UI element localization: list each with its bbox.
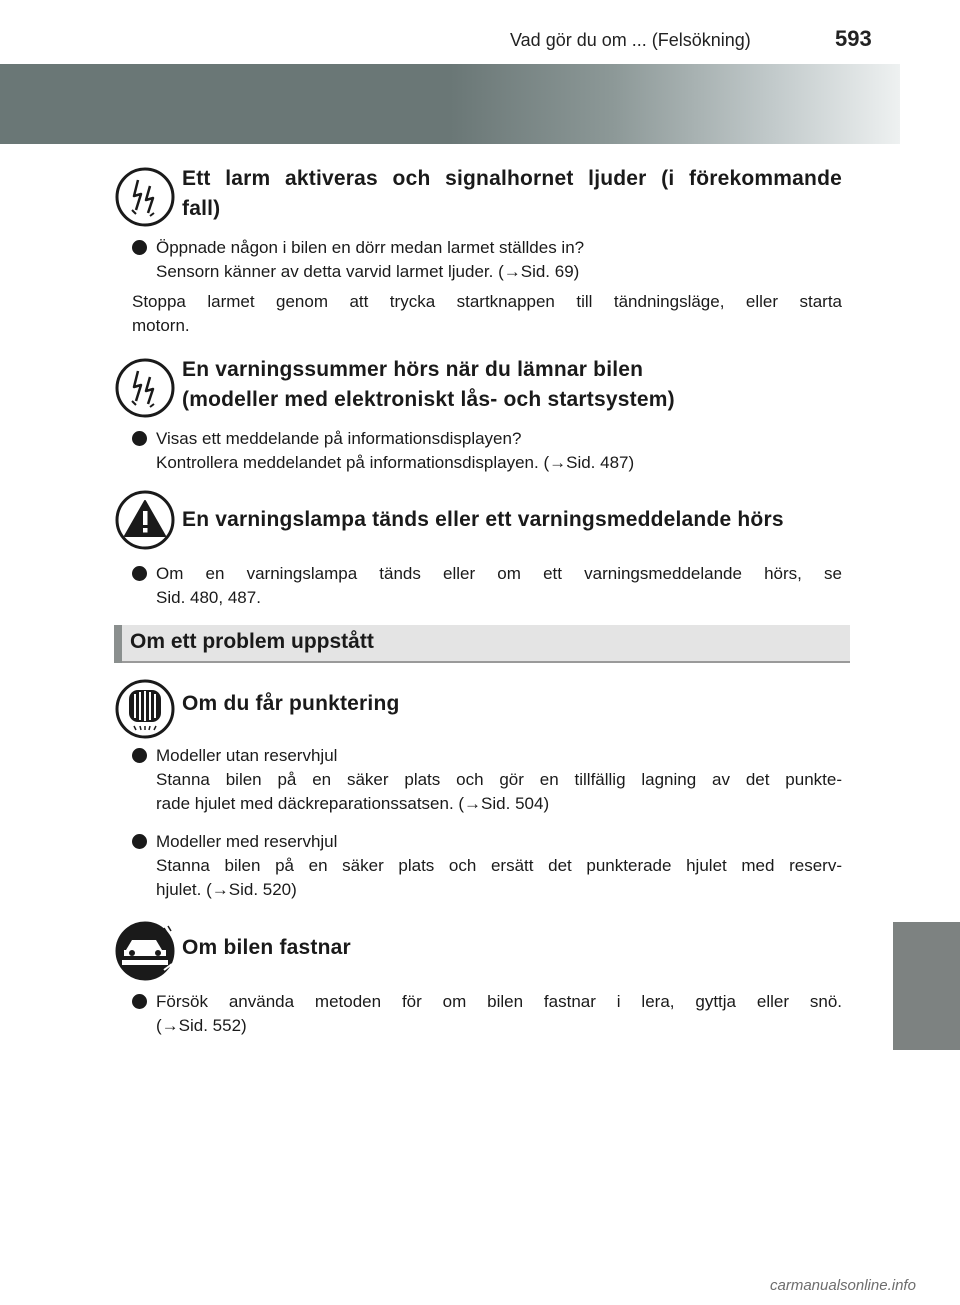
watermark: carmanualsonline.info	[770, 1277, 916, 1294]
buzzer-heading: En varningssummer hörs när du lämnar bilen (modeller med elektroniskt lås- och startsystem)	[182, 358, 675, 411]
alarm-icon	[114, 357, 176, 419]
warning-light-heading: En varningslampa tänds eller ett varningsmeddelande hörs	[182, 508, 784, 531]
bullet-dot	[132, 994, 147, 1009]
bullet-dot	[132, 240, 147, 255]
flat-tire-bullet-no-spare: Modeller utan reservhjul Stanna bilen på en säker plats och gör en tillfällig lagning av det punkte- rade hjulet med däckreparationssatsen. (→Sid. 504)	[132, 744, 842, 816]
warning-triangle-icon	[114, 489, 176, 551]
bullet-dot	[132, 566, 147, 581]
bullet-dot	[132, 431, 147, 446]
header-band	[0, 64, 900, 144]
flat-tire-bullet-spare: Modeller med reservhjul Stanna bilen på en säker plats och ersätt det punkterade hjulet med reserv- hjulet. (→Sid. 520)	[132, 830, 842, 902]
section-bar-title: Om ett problem uppstått	[130, 630, 374, 653]
buzzer-bullet: Visas ett meddelande på informationsdisplayen? Kontrollera meddelandet på informationsdisplayen. (→Sid. 487)	[132, 427, 842, 475]
running-header-title: Vad gör du om ... (Felsökning)	[510, 30, 751, 50]
page-number: 593	[835, 26, 872, 51]
chapter-tab	[893, 922, 960, 1050]
stuck-car-icon	[114, 920, 176, 982]
bullet-dot	[132, 834, 147, 849]
bullet-dot	[132, 748, 147, 763]
flat-tire-icon	[114, 678, 176, 740]
alarm-heading: Ett larm aktiveras och signalhornet ljuder (i förekommande fall)	[182, 167, 842, 220]
stuck-heading: Om bilen fastnar	[182, 936, 351, 959]
section-bar	[114, 625, 850, 663]
warning-light-bullet: Om en varningslampa tänds eller om ett varningsmeddelande hörs, se Sid. 480, 487.	[132, 562, 842, 610]
alarm-bullet: Öppnade någon i bilen en dörr medan larmet ställdes in? Sensorn känner av detta varvid larmet ljuder. (→Sid. 69)	[132, 236, 842, 284]
alarm-icon	[114, 166, 176, 228]
section-bar-accent	[114, 625, 122, 663]
stuck-bullet: Försök använda metoden för om bilen fastnar i lera, gyttja eller snö. (→Sid. 552)	[132, 990, 842, 1038]
flat-tire-heading: Om du får punktering	[182, 692, 400, 715]
alarm-paragraph: Stoppa larmet genom att trycka startknappen till tändningsläge, eller starta motorn.	[132, 292, 842, 335]
